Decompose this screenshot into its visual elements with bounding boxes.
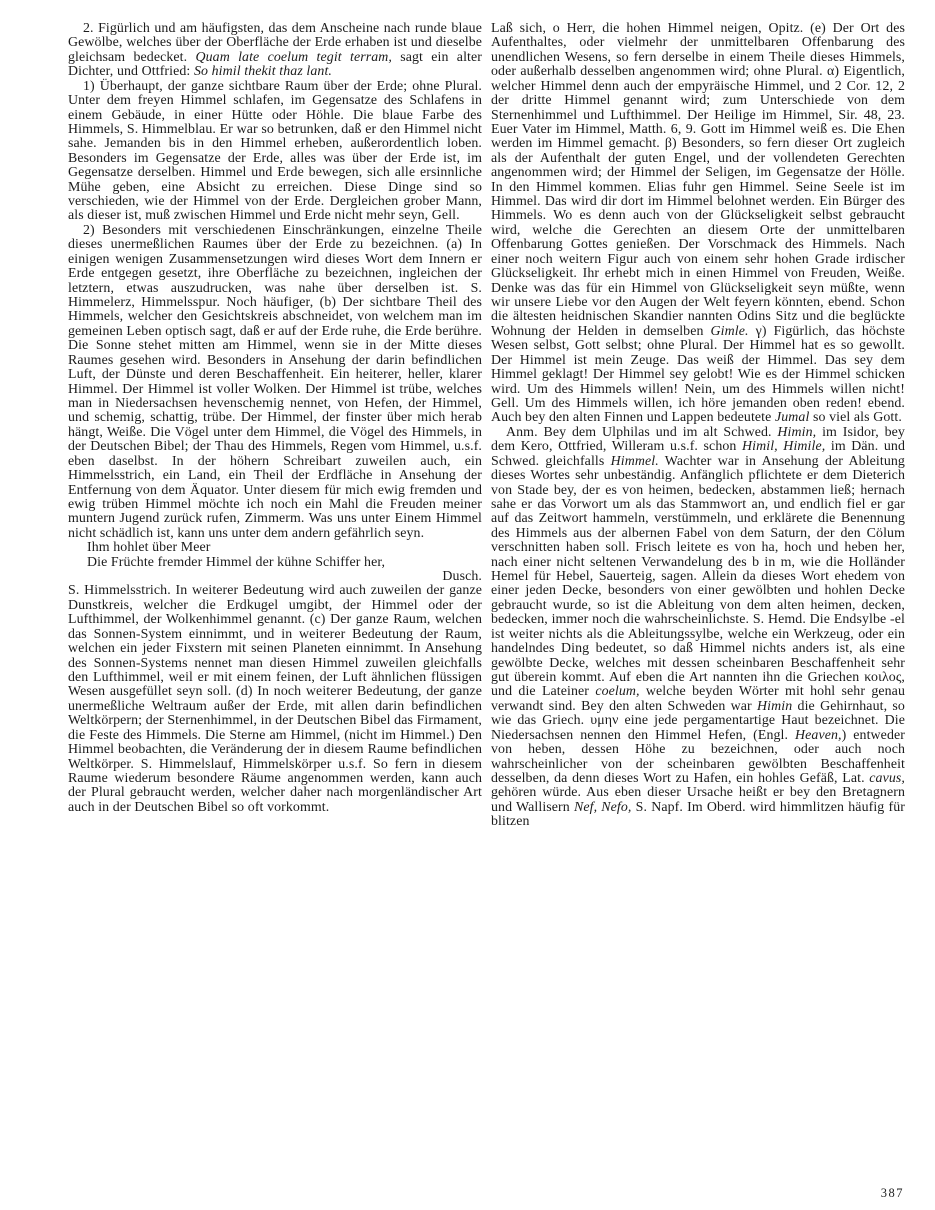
paragraph — [491, 426, 905, 830]
text-run: welche beyden Wörter mit hohl sehr genau verwandt sind. Bey den alten Schweden war — [491, 684, 905, 714]
italic-text-run: So himil thekit thaz lant. — [193, 64, 332, 80]
italic-text-run: Jumal — [774, 410, 810, 426]
text-run: S. Napf. Im Oberd. wird himmlitzen häufig für blitzen — [491, 799, 905, 830]
text-run: Wachter war in Ansehung der Ableitung dieses Wortes sehr unbeständig. Anfänglich pflichtete er dem Dieterich von Stade bey, der es von heimen, bedecken, abstammen ließ; hernach sahe er das Vorwort um als das Stammwort an, und endlich fiel er gar auf das Zeitwort hammeln, verstümmeln, und erklärete die Benennung des Himmels aus der albernen Fabel von dem Saturn, der den Cölum verschnitten haben soll. Frisch leitete es von ha, hoch und heben her, nach einer nicht seltenen Verwandelung des b in m, wie die Holländer Hemel für Hebel, Sauerteig, sagen. Allein da dieses Wort ehedem von einer jeden Decke, besonders von einer gewölbten und hohlen Decke gebraucht wurde, so ist die Ableitung von dem alten heimen, decken, bedecken, immer noch die wahrscheinlichste. S. Hemd. Die Endsylbe -el ist weiter nichts als die Ableitungssylbe, welche ein Werkzeug, oder ein handelndes Ding bedeutet, so daß Himmel nichts anders ist, als eine gewölbte Decke, welches mit dessen scheinbaren Beschaffenheit sehr gut überein kommt. Auf eben die Art nannten ihn die Griechen κοιλος, und die Lateiner — [491, 453, 905, 700]
verse-attribution: Dusch. — [442, 569, 482, 585]
paragraph — [68, 80, 482, 224]
text-run: S. Himmelsstrich. In weiterer Bedeutung wird auch zuweilen der ganze Dunstkreis, welcher die Erdkugel umgibt, der Himmel oder der Lufthimmel, der Wolkenhimmel genannt. (c) Der ganze Raum, welchen das Sonnen-System einnimmt, und in weiterer Bedeutung der Raum, welchen ein jeder Fixstern mit seinen Planeten einnimmt. In Ansehung des Sonnen-Systems nennet man diesen Himmel zuweilen gleichfalls den Lufthimmel, weil er mit einem feinen, der Luft ähnlichen flüssigen Wesen ausgefüllet seyn soll. (d) In noch weiterer Bedeutung, der ganze unermeßliche Weltraum außer der Erde, mit allen darin befindlichen Weltkörpern; der Sternenhimmel, in der Deutschen Bibel das Firmament, die Feste des Himmels. Die Sterne am Himmel, (nicht im Himmel.) Den Himmel beobachten, die Veränderung der in diesem Raume befindlichen Weltkörper. S. Himmelslauf, Himmelskörper u.s.f. So fern in diesem Raume wiederum besondere Räume angenommen werden, kann auch der Plural gebraucht werden, welcher daher nach morgenländischer Art auch in der Deutschen Bibel so oft vorkommt. — [68, 583, 482, 815]
italic-text-run: Himil, Himile, — [742, 439, 826, 455]
verse-line: Ihm hohlet über Meer — [87, 540, 211, 556]
italic-text-run: coelum, — [595, 684, 640, 700]
text-run: sagt ein alter Dichter, und Ottfried: — [68, 49, 482, 80]
text-run: ) entweder von heben, dessen Höhe zu bezeichnen, oder auch noch wahrscheinlicher von der scheinbaren gewölbten Beschaffenheit desselben, da denn dieses Wort zu Hafen, ein hohles Gefäß, Lat. — [491, 727, 905, 786]
verse-line: Die Früchte fremder Himmel der kühne Schiffer her, — [87, 554, 386, 570]
text-run: 2) Besonders mit verschiedenen Einschränkungen, einzelne Theile dieses unermeßlichen Raumes über der Erde zu bezeichnen. (a) In einigen wenigen Zusammensetzungen wird dieses Wort dem Innern er Erde entgegen gesetzt, ihre Oberfläche zu bezeichnen, ingleichen der letztern, etwas auszudrucken, was nahe über derselben ist. S. Himmelerz, Himmelsspur. Noch häufiger, (b) Der sichtbare Theil des Himmels, welcher den Gesichtskreis abschneidet, von welchem man im gemeinen Leben optisch sagt, daß er auf der Erde ruhe, die Erde berühre. Die Sonne stehet mitten am Himmel, wenn sie in der Mitte dieses Raumes gesehen wird. Besonders in Ansehung der darin befindlichen Luft, der Dünste und deren Beschaffenheit. Ein heiterer, heller, klarer Himmel. Der Himmel ist voller Wolken. Der Himmel ist trübe, welches man in Niedersachsen hevenschemig nennet, von Hefen, der Himmel, und schemig, schattig, trübe. Der Himmel, der finster über mich herab hängt, Weiße. Die Vögel unter dem Himmel, die Vögel des Himmels, in der Deutschen Bibel; der Thau des Himmels, Regen vom Himmel, u.s.f. eben daselbst. In der höhern Schreibart zuweilen auch, ein Himmelsstrich, ein Land, ein Theil der Erdfläche in Ansehung der Entfernung von dem Äquator. Unter diesem für mich ewig fremden und ewig trüben Himmel möchte ich noch ein Mahl die Freuden meiner muntern Jugend zurück rufen, Zimmerm. Was uns unter Einem Himmel nicht schädlich ist, kann uns unter dem andern gefährlich seyn. — [68, 222, 482, 541]
text-run: so viel als Gott. — [809, 410, 902, 426]
page-number: 387 — [880, 1186, 904, 1200]
italic-text-run: Quam late coelum tegit terram, — [195, 49, 392, 65]
text-run: 1) Überhaupt, der ganze sichtbare Raum über der Erde; ohne Plural. Unter dem freyen Himmel schlafen, im Gegensatze des Schlafens in einem Gebäude, in einer Hütte oder Höhle. Die blaue Farbe des Himmels, S. Himmelblau. Er war so betrunken, daß er den Himmel nicht sahe. Jemanden bis in den Himmel erheben, außerordentlich loben. Besonders im Gegensatze der Erde, alles was über der Erde ist, im Gegensatze derselben. Himmel und Erde bewegen, sich alle ersinnliche Mühe geben, eine Absicht zu erreichen. Diese Dinge sind so verschieden, wie der Himmel von der Erde. Dergleichen grober Mann, als dieser ist, muß zwischen Himmel und Erde nicht mehr seyn, Gell. — [68, 78, 482, 224]
text-columns — [68, 22, 905, 830]
left-column — [68, 22, 482, 830]
paragraph — [68, 22, 482, 80]
text-run: 2. Figürlich und am häufigsten, das dem Anscheine nach runde blaue Gewölbe, welches über der Oberfläche der Erde erhaben ist und dieselbe gleichsam bedecket. — [68, 21, 482, 65]
italic-text-run: Himin, — [777, 424, 817, 440]
italic-text-run: Gimle. — [710, 323, 749, 339]
text-run: Laß sich, o Herr, die hohen Himmel neigen, Opitz. (e) Der Ort des Aufenthaltes, oder vielmehr der unmittelbaren Offenbarung des unendlichen Wesens, so fern derselbe in einem Theile dieses Himmels, oder außerhalb desselben angenommen wird; ohne Plural. α) Eigentlich, welcher Himmel denn auch der empyräische Himmel, und 2 Cor. 12, 2 der dritte Himmel genannt wird; zum Unterschiede von dem Sternenhimmel und Lufthimmel. Der Heilige im Himmel, Sir. 48, 23. Euer Vater im Himmel, Matth. 6, 9. Gott im Himmel weiß es. Die Ehen werden im Himmel gemacht. β) Besonders, so fern dieser Ort zugleich als der Aufenthalt der guten Engel, und der vollendeten Gerechten angenommen wird; der Himmel der Seligen, im Gegensatze der Hölle. In den Himmel kommen. Elias fuhr gen Himmel. Seine Seele ist im Himmel. Das wird dir dort im Himmel belohnet werden. Ein Bürger des Himmels. Wo es denn auch von der Glückseligkeit selbst gebraucht wird, welche die Gerechten an diesem Orte der unmittelbaren Offenbarung Gottes genießen. Der Vorschmack des Himmels. Nach einer noch weitern Figur auch von einem sehr hohen Grade irdischer Glückseligkeit. Ihr erhebt mich in einen Himmel von Freuden, Weiße. Denke was das für ein Himmel von Glückseligkeit seyn müßte, wenn wir unsere Liebe vor den Augen der Welt feyern könnten, ebend. Schon die ältesten heidnischen Skandier nannten Odins Sitz und die beglückte Wohnung der Helden in demselben — [491, 21, 905, 339]
text-run: gehören würde. Aus eben dieser Ursache heißt er bey den Bretagnern und Wallisern — [491, 785, 905, 815]
text-run: γ) Figürlich, das höchste Wesen selbst, Gott selbst; ohne Plural. Der Himmel hat es so gewollt. Der Himmel ist mein Zeuge. Das weiß der Himmel. Das sey dem Himmel geklagt! Der Himmel sey gelobt! Wie es der Himmel schicken wird. Um des Himmels willen! Nein, um des Himmels willen nicht! Gell. Um des Himmels willen, ich höre jemanden oben reden! ebend. Auch bey den alten Finnen und Lappen bedeutete — [491, 323, 905, 426]
italic-text-run: Nef, Nefo, — [573, 799, 632, 815]
italic-text-run: cavus, — [869, 770, 905, 786]
italic-text-run: Himin — [757, 698, 793, 714]
right-column — [491, 22, 905, 830]
paragraph — [491, 22, 905, 426]
text-run: im Dän. und Schwed. gleichfalls — [491, 439, 906, 469]
italic-text-run: Heaven, — [795, 727, 842, 743]
text-run: im Isidor, bey dem Kero, Ottfried, Willeram u.s.f. schon — [491, 424, 905, 455]
paragraph — [68, 224, 482, 541]
text-run: die Gehirnhaut, so wie das Griech. υμην eine jede pergamentartige Haut bezeichnet. Die Niedersachsen nennen den Himmel Hefen, (Engl. — [491, 698, 905, 743]
text-run: Anm. Bey dem Ulphilas und im alt Schwed. — [506, 424, 778, 440]
paragraph — [68, 584, 482, 815]
italic-text-run: Himmel. — [610, 453, 659, 469]
